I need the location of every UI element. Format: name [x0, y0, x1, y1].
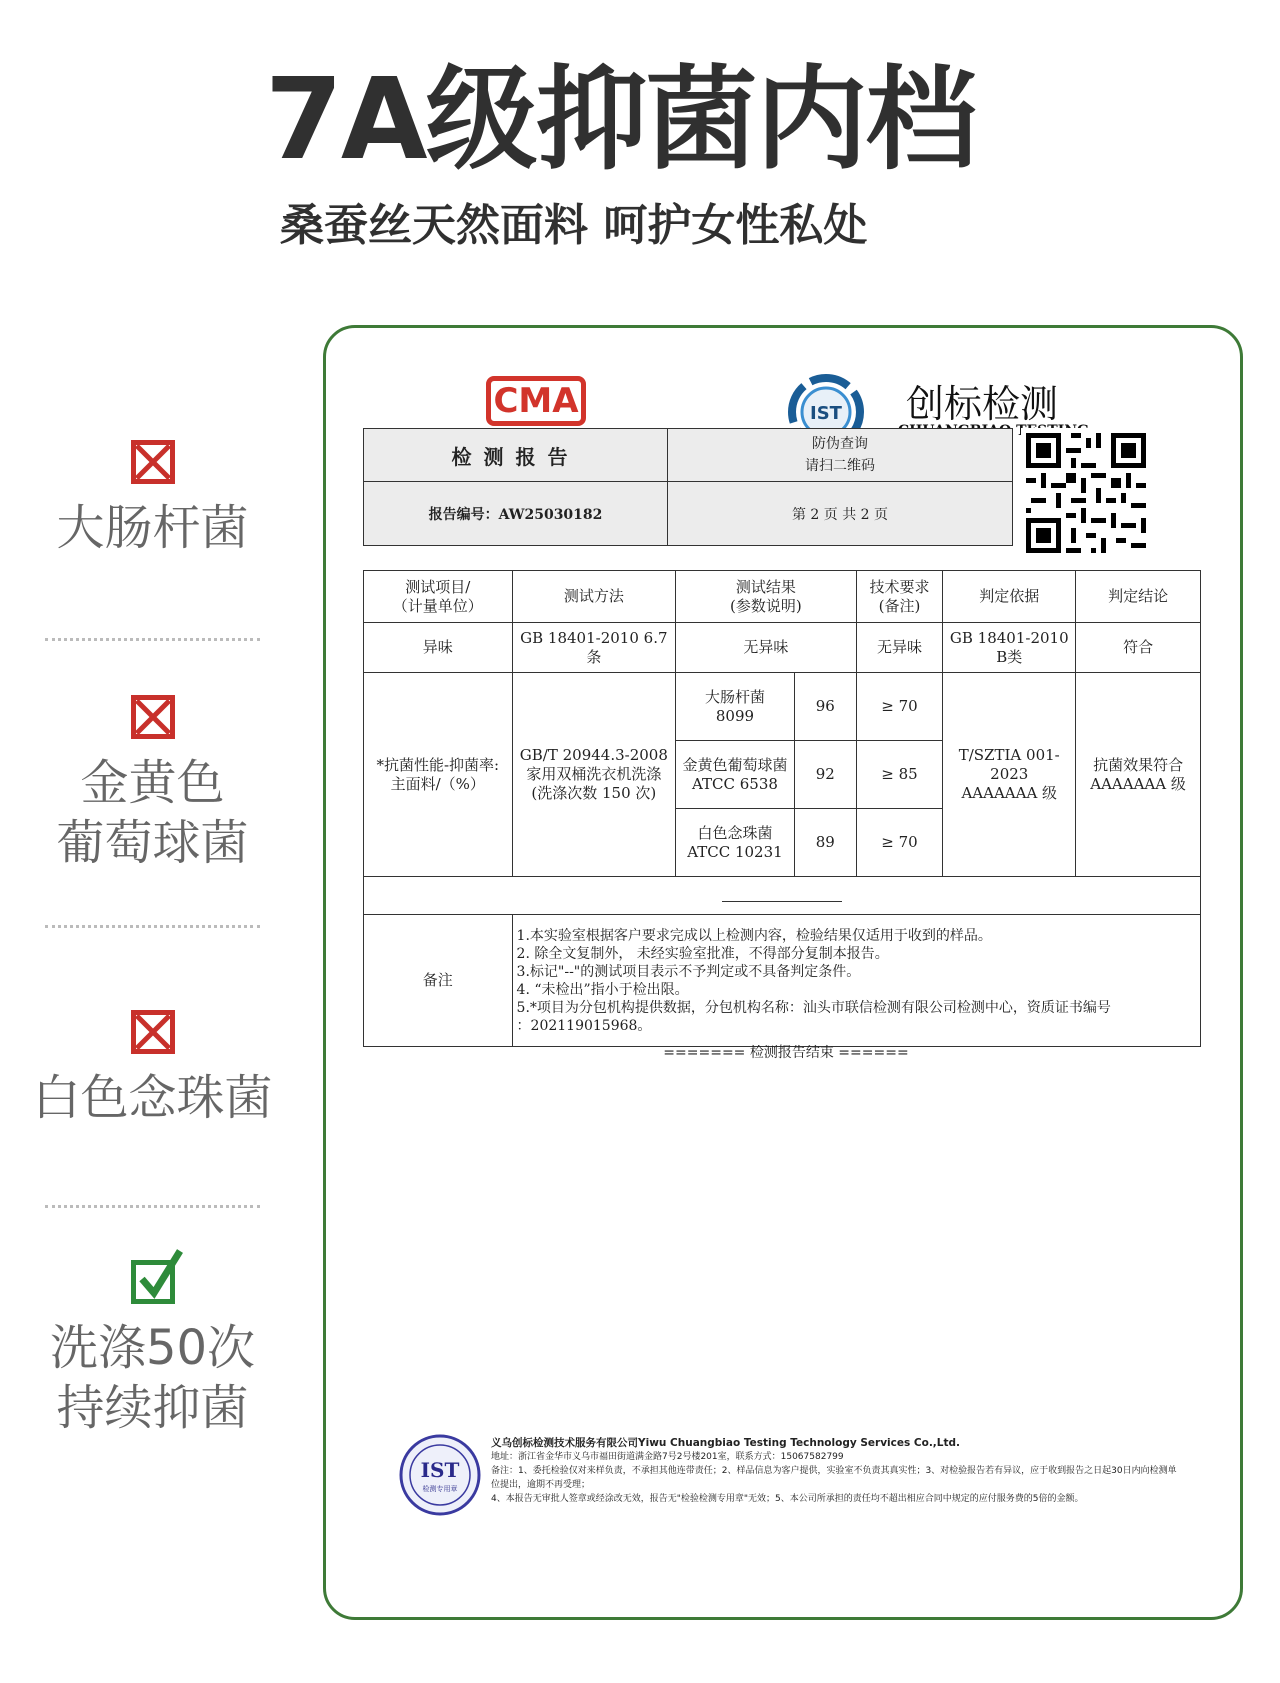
cell-conclusion: 符合 — [1076, 623, 1201, 673]
seal-text: IST — [420, 1458, 460, 1482]
report-footer — [491, 1436, 1181, 1506]
ist-logo-text: IST — [810, 403, 842, 424]
cell-conclusion: 抗菌效果符合 AAAAAAA 级 — [1076, 673, 1201, 877]
cell-req: ≥ 70 — [856, 673, 943, 741]
cell-basis: T/SZTIA 001-2023 AAAAAAA 级 — [943, 673, 1076, 877]
verify-cell — [668, 429, 1013, 482]
divider — [45, 638, 260, 641]
brand-name-cn: 创标检测 — [906, 382, 1059, 426]
remarks-label: 备注 — [364, 915, 513, 1047]
cell-req: ≥ 70 — [856, 809, 943, 877]
seal-sub: 检测专用章 — [422, 1485, 458, 1493]
footer-note: 备注：1、委托检验仅对来样负责，不承担其他连带责任；2、样品信息为客户提供，实验室不负责其真实性；3、对检验报告若有异议，应于收到报告之日起30日内向检测单位提出，逾期不再受理； — [491, 1466, 1177, 1490]
cell-value: 92 — [794, 741, 856, 809]
report-header-table — [363, 428, 1013, 546]
cell-value: 89 — [794, 809, 856, 877]
cell-value: 96 — [794, 673, 856, 741]
table-row — [364, 673, 1201, 741]
feature-label-line1: 金黄色 — [80, 755, 225, 811]
blank-cell — [364, 877, 1201, 915]
qr-code-icon[interactable] — [1021, 428, 1151, 558]
cell-method: GB 18401-2010 6.7条 — [512, 623, 676, 673]
cell-req: ≥ 85 — [856, 741, 943, 809]
col-header-item: 测试项目/ （计量单位） — [364, 571, 513, 623]
cma-mark: CMA — [486, 376, 586, 426]
cell-bacteria: 白色念珠菌 ATCC 10231 — [676, 809, 795, 877]
red-x-box-icon — [131, 440, 175, 484]
feature-label: 白色念珠菌 — [32, 1070, 273, 1126]
report-number: 报告编号：AW25030182 — [364, 482, 668, 546]
cell-result: 无异味 — [676, 623, 857, 673]
remarks-cell — [512, 915, 1200, 1047]
feature-label-line2: 持续抑菌 — [56, 1380, 249, 1436]
results-table — [363, 570, 1201, 1047]
remark-line: ：202119015968。 — [516, 1017, 652, 1034]
red-x-box-icon — [131, 1010, 175, 1054]
cell-req: 无异味 — [856, 623, 943, 673]
feature-label-line1: 洗涤50次 — [49, 1320, 256, 1376]
footer-note: 4、本报告无审批人签章或经涂改无效，报告无"检验检测专用章"无效；5、本公司所承担的责任均不超出相应合同中规定的应付服务费的5倍的金额。 — [491, 1494, 1084, 1504]
red-x-box-icon — [131, 695, 175, 739]
remark-line: 4. “未检出”指小于检出限。 — [516, 981, 689, 998]
cell-basis: GB 18401-2010 B类 — [943, 623, 1076, 673]
table-header-row — [364, 571, 1201, 623]
cell-item: *抗菌性能-抑菌率: 主面料/（%） — [364, 673, 513, 877]
remark-line: 1.本实验室根据客户要求完成以上检测内容，检验结果仅适用于收到的样品。 — [516, 927, 992, 944]
remark-line: 2. 除全文复制外， 未经实验室批准，不得部分复制本报告。 — [516, 945, 889, 962]
feature-candida — [30, 1010, 275, 1128]
remarks-row — [364, 915, 1201, 1047]
cell-method: GB/T 20944.3-2008 家用双桶洗衣机洗涤 (洗涤次数 150 次) — [512, 673, 676, 877]
test-report-card — [323, 325, 1243, 1620]
feature-label: 大肠杆菌 — [56, 500, 249, 556]
remark-line: 3.标记"--"的测试项目表示不予判定或不具备判定条件。 — [516, 963, 861, 980]
feature-staph — [30, 695, 275, 873]
report-end-line: ======= 检测报告结束 ====== — [663, 1045, 909, 1061]
col-header-req: 技术要求 (备注) — [856, 571, 943, 623]
col-header-basis: 判定依据 — [943, 571, 1076, 623]
report-title: 检测报告 — [364, 429, 668, 482]
divider — [45, 1205, 260, 1208]
cell-bacteria: 金黄色葡萄球菌 ATCC 6538 — [676, 741, 795, 809]
headline: 7A级抑菌内档 — [265, 55, 976, 185]
ist-seal-icon — [398, 1433, 482, 1521]
cell-item: 异味 — [364, 623, 513, 673]
feature-wash — [30, 1260, 275, 1438]
verify-line1: 防伪查询 — [812, 436, 868, 452]
footer-address: 地址：浙江省金华市义乌市福田街道满金路7号2号楼201室，联系方式：15067582799 — [491, 1452, 844, 1462]
subheadline: 桑蚕丝天然面料 呵护女性私处 — [280, 200, 868, 251]
cell-bacteria: 大肠杆菌 8099 — [676, 673, 795, 741]
divider — [45, 925, 260, 928]
green-check-box-icon — [131, 1260, 175, 1304]
verify-line2: 请扫二维码 — [805, 458, 875, 474]
remark-line: 5.*项目为分包机构提供数据，分包机构名称：汕头市联信检测有限公司检测中心，资质证书编号 — [516, 999, 1111, 1016]
col-header-result: 测试结果 (参数说明) — [676, 571, 857, 623]
col-header-method: 测试方法 — [512, 571, 676, 623]
blank-row — [364, 877, 1201, 915]
col-header-conclusion: 判定结论 — [1076, 571, 1201, 623]
table-row — [364, 623, 1201, 673]
feature-label-line2: 葡萄球菌 — [56, 815, 249, 871]
footer-company: 义乌创标检测技术服务有限公司Yiwu Chuangbiao Testing Technology Services Co.,Ltd. — [491, 1437, 961, 1449]
feature-ecoli — [30, 440, 275, 558]
page-info: 第 2 页 共 2 页 — [668, 482, 1013, 546]
